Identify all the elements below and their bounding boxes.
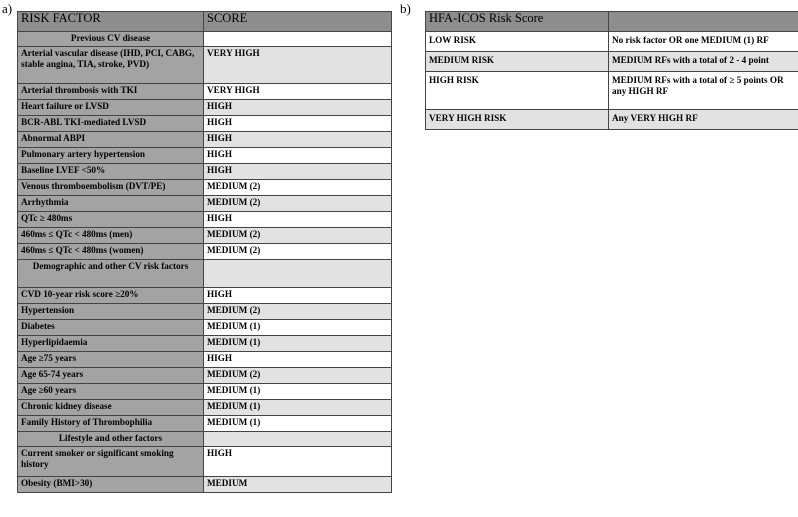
risk-factor-row — [18, 228, 392, 244]
risk-factor-row — [18, 84, 392, 100]
risk-factor-row — [18, 447, 392, 477]
risk-factor-cell: Diabetes — [18, 320, 204, 336]
risk-factor-table — [17, 11, 392, 493]
risk-factor-cell: CVD 10-year risk score ≥20% — [18, 288, 204, 304]
risk-factor-cell: Family History of Thrombophilia — [18, 416, 204, 432]
score-cell: MEDIUM (2) — [204, 228, 392, 244]
score-cell: MEDIUM (2) — [204, 244, 392, 260]
risk-factor-row — [18, 244, 392, 260]
score-cell: MEDIUM (1) — [204, 384, 392, 400]
score-cell: VERY HIGH — [204, 84, 392, 100]
panel-a-label: a) — [2, 1, 13, 16]
risk-level-row — [426, 52, 798, 72]
score-cell: MEDIUM (2) — [204, 180, 392, 196]
score-cell: HIGH — [204, 352, 392, 368]
section-heading: Lifestyle and other factors — [18, 432, 204, 447]
risk-factor-cell: Current smoker or significant smoking history — [18, 447, 204, 477]
score-cell: HIGH — [204, 100, 392, 116]
section-row — [18, 32, 392, 47]
risk-factor-row — [18, 47, 392, 84]
risk-factor-row — [18, 352, 392, 368]
risk-level-cell: VERY HIGH RISK — [426, 110, 609, 130]
risk-factor-header-row — [18, 12, 392, 32]
score-cell: HIGH — [204, 212, 392, 228]
score-cell: HIGH — [204, 164, 392, 180]
score-cell: HIGH — [204, 116, 392, 132]
risk-factor-cell: 460ms ≤ QTc < 480ms (women) — [18, 244, 204, 260]
risk-factor-cell: BCR-ABL TKI-mediated LVSD — [18, 116, 204, 132]
risk-factor-cell: Obesity (BMI>30) — [18, 477, 204, 493]
score-header: SCORE — [204, 12, 392, 32]
risk-criteria-cell: MEDIUM RFs with a total of ≥ 5 points OR any HIGH RF — [609, 72, 798, 110]
risk-factor-row — [18, 180, 392, 196]
risk-factor-cell: Arrhythmia — [18, 196, 204, 212]
score-cell: MEDIUM (1) — [204, 416, 392, 432]
score-cell: MEDIUM (2) — [204, 304, 392, 320]
score-cell: HIGH — [204, 288, 392, 304]
hfa-icos-header-blank — [609, 12, 798, 32]
risk-criteria-cell: Any VERY HIGH RF — [609, 110, 798, 130]
risk-factor-row — [18, 416, 392, 432]
risk-factor-row — [18, 384, 392, 400]
risk-level-cell: HIGH RISK — [426, 72, 609, 110]
score-cell: HIGH — [204, 447, 392, 477]
risk-factor-cell: Hyperlipidaemia — [18, 336, 204, 352]
panel-b-label: b) — [400, 1, 411, 16]
score-cell: MEDIUM (1) — [204, 320, 392, 336]
score-cell: HIGH — [204, 148, 392, 164]
score-cell: VERY HIGH — [204, 47, 392, 84]
risk-factor-table-body — [18, 32, 392, 493]
risk-factor-cell: Baseline LVEF <50% — [18, 164, 204, 180]
risk-factor-cell: Venous thromboembolism (DVT/PE) — [18, 180, 204, 196]
risk-factor-row — [18, 400, 392, 416]
risk-factor-row — [18, 148, 392, 164]
risk-factor-row — [18, 196, 392, 212]
risk-factor-row — [18, 477, 392, 493]
risk-criteria-cell: MEDIUM RFs with a total of 2 - 4 point — [609, 52, 798, 72]
risk-factor-row — [18, 336, 392, 352]
hfa-icos-header: HFA-ICOS Risk Score — [426, 12, 609, 32]
section-row — [18, 260, 392, 288]
section-heading: Previous CV disease — [18, 32, 204, 47]
risk-criteria-cell: No risk factor OR one MEDIUM (1) RF — [609, 32, 798, 52]
risk-factor-header: RISK FACTOR — [18, 12, 204, 32]
score-cell — [204, 260, 392, 288]
risk-factor-row — [18, 368, 392, 384]
risk-factor-row — [18, 288, 392, 304]
risk-factor-row — [18, 164, 392, 180]
score-cell: MEDIUM — [204, 477, 392, 493]
risk-level-cell: LOW RISK — [426, 32, 609, 52]
risk-factor-cell: Age ≥60 years — [18, 384, 204, 400]
risk-factor-row — [18, 212, 392, 228]
risk-factor-cell: 460ms ≤ QTc < 480ms (men) — [18, 228, 204, 244]
score-cell — [204, 32, 392, 47]
risk-factor-row — [18, 320, 392, 336]
section-row — [18, 432, 392, 447]
risk-factor-row — [18, 132, 392, 148]
score-cell: MEDIUM (2) — [204, 368, 392, 384]
score-cell — [204, 432, 392, 447]
risk-factor-cell: Arterial thrombosis with TKI — [18, 84, 204, 100]
section-heading: Demographic and other CV risk factors — [18, 260, 204, 288]
risk-factor-row — [18, 116, 392, 132]
risk-factor-cell: Age 65-74 years — [18, 368, 204, 384]
risk-factor-cell: Arterial vascular disease (IHD, PCI, CABG, stable angina, TIA, stroke, PVD) — [18, 47, 204, 84]
risk-factor-row — [18, 100, 392, 116]
hfa-icos-header-row — [426, 12, 798, 32]
risk-factor-cell: Pulmonary artery hypertension — [18, 148, 204, 164]
hfa-icos-table-body — [426, 32, 798, 130]
risk-factor-cell: Hypertension — [18, 304, 204, 320]
risk-factor-cell: Chronic kidney disease — [18, 400, 204, 416]
risk-factor-row — [18, 304, 392, 320]
risk-factor-cell: Heart failure or LVSD — [18, 100, 204, 116]
hfa-icos-risk-score-table — [425, 11, 798, 130]
score-cell: MEDIUM (1) — [204, 400, 392, 416]
score-cell: HIGH — [204, 132, 392, 148]
risk-level-cell: MEDIUM RISK — [426, 52, 609, 72]
risk-factor-cell: Age ≥75 years — [18, 352, 204, 368]
risk-level-row — [426, 110, 798, 130]
risk-level-row — [426, 72, 798, 110]
score-cell: MEDIUM (2) — [204, 196, 392, 212]
risk-factor-cell: QTc ≥ 480ms — [18, 212, 204, 228]
risk-factor-cell: Abnormal ABPI — [18, 132, 204, 148]
risk-level-row — [426, 32, 798, 52]
score-cell: MEDIUM (1) — [204, 336, 392, 352]
